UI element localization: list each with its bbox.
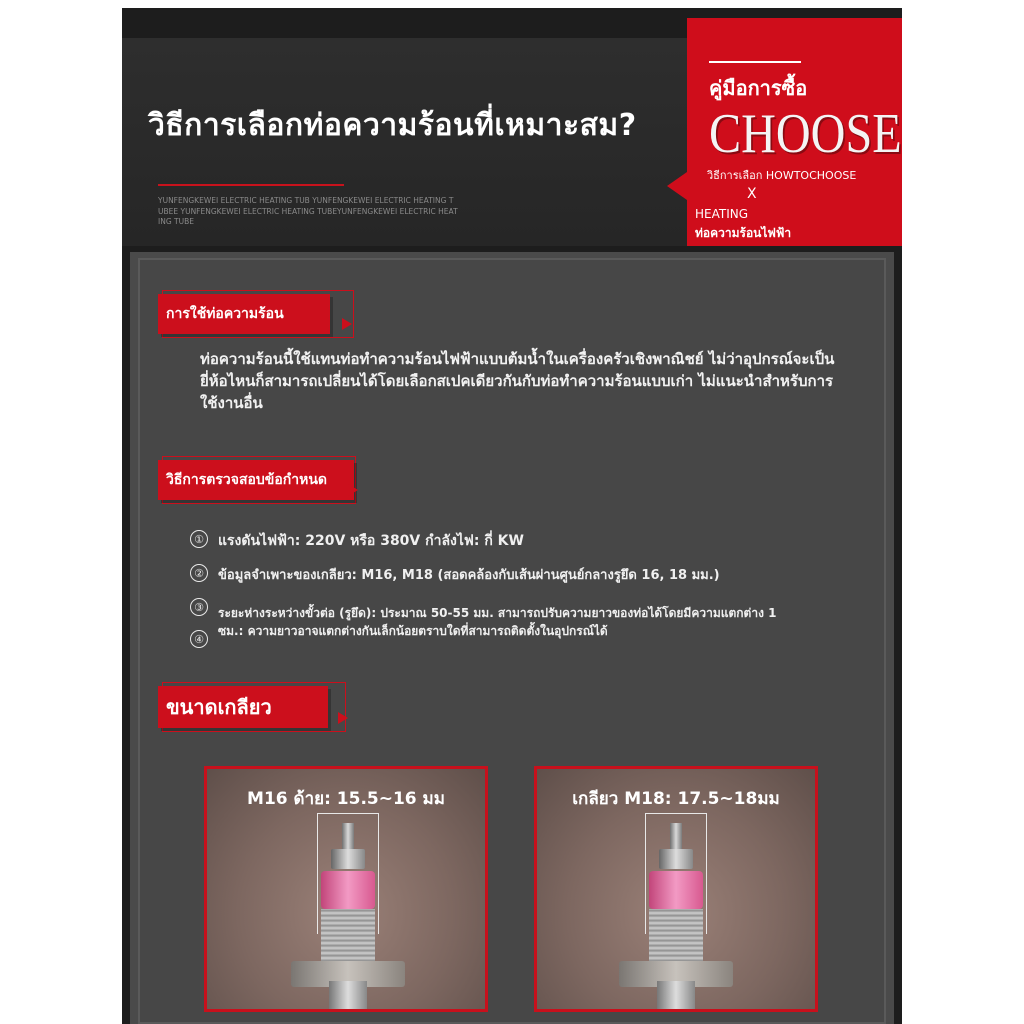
section1-arrow-icon xyxy=(342,318,352,330)
ceramic-insulator xyxy=(321,871,375,909)
section3-title: ขนาดเกลียว xyxy=(158,686,328,728)
badge-subtitle: วิธีการเลือก HOWTOCHOOSE xyxy=(707,169,857,182)
badge-title: คู่มือการซื้อ xyxy=(709,76,808,100)
badge-x: X xyxy=(747,186,757,202)
tube-base xyxy=(657,981,695,1012)
ceramic-insulator xyxy=(649,871,703,909)
photo-label-m16: M16 ด้าย: 15.5~16 มม xyxy=(247,789,445,809)
spec-item-1: แรงดันไฟฟ้า: 220V หรือ 380V กำลังไฟ: กี่ KW xyxy=(218,533,524,549)
photo-label-m18: เกลียว M18: 17.5~18มม xyxy=(572,789,780,809)
header-divider xyxy=(158,184,344,186)
spec-number-1: ① xyxy=(190,530,208,548)
spec-number-3: ③ xyxy=(190,598,208,616)
badge-heating: HEATING xyxy=(695,207,749,221)
terminal-nut xyxy=(659,849,693,869)
tube-base xyxy=(329,981,367,1012)
spec-number-4: ④ xyxy=(190,630,208,648)
thread-photo-m16 xyxy=(204,766,488,1012)
badge-choose: CHOOSE xyxy=(709,103,902,165)
section3-arrow-icon xyxy=(338,712,348,724)
section1-title: การใช้ท่อความร้อน xyxy=(158,294,330,334)
product-panel xyxy=(122,8,902,1024)
badge-heating-thai: ท่อความร้อนไฟฟ้า xyxy=(695,226,792,240)
thread-photo-m18 xyxy=(534,766,818,1012)
choose-badge xyxy=(687,18,902,246)
badge-notch xyxy=(667,172,687,200)
spec-number-2: ② xyxy=(190,564,208,582)
section1-text: ท่อความร้อนนี้ใช้แทนท่อทำความร้อนไฟฟ้าแบบต้มน้ำในเครื่องครัวเชิงพาณิชย์ ไม่ว่าอุปกรณ์จะเป็นยี่ห้อไหนก็สามารถเปลี่ยนได้โดยเลือกสเปคเดียวกันกับท่อทำความร้อนแบบเก่า ไม่แนะนำสำหรับการใช้งานอื่น xyxy=(200,350,835,412)
spec-item-3: ระยะห่างระหว่างขั้วต่อ (รูยึด): ประมาณ 50-55 มม. สามารถปรับความยาวของท่อได้โดยมีความแตกต่าง 1 xyxy=(218,606,777,620)
section2-arrow-icon xyxy=(348,484,358,496)
thread xyxy=(321,909,375,961)
spec-item-2: ข้อมูลจำเพาะของเกลียว: M16, M18 (สอดคล้องกับเส้นผ่านศูนย์กลางรูยึด 16, 18 มม.) xyxy=(218,568,720,583)
badge-divider xyxy=(709,61,801,63)
terminal-nut xyxy=(331,849,365,869)
header-small-text: YUNFENGKEWEI ELECTRIC HEATING TUB YUNFENGKEWEI ELECTRIC HEATING TUBEE YUNFENGKEWEI ELECTRIC HEATING TUBEYUNFENGKEWEI ELECTRIC HEATING TUBE xyxy=(158,196,458,226)
spec-item-4: ซม.: ความยาวอาจแตกต่างกันเล็กน้อยตราบใดที่สามารถติดตั้งในอุปกรณ์ได้ xyxy=(218,624,608,638)
thread xyxy=(649,909,703,961)
page-title: วิธีการเลือกท่อความร้อนที่เหมาะสม? xyxy=(148,108,637,143)
section2-title: วิธีการตรวจสอบข้อกำหนด xyxy=(158,460,354,500)
